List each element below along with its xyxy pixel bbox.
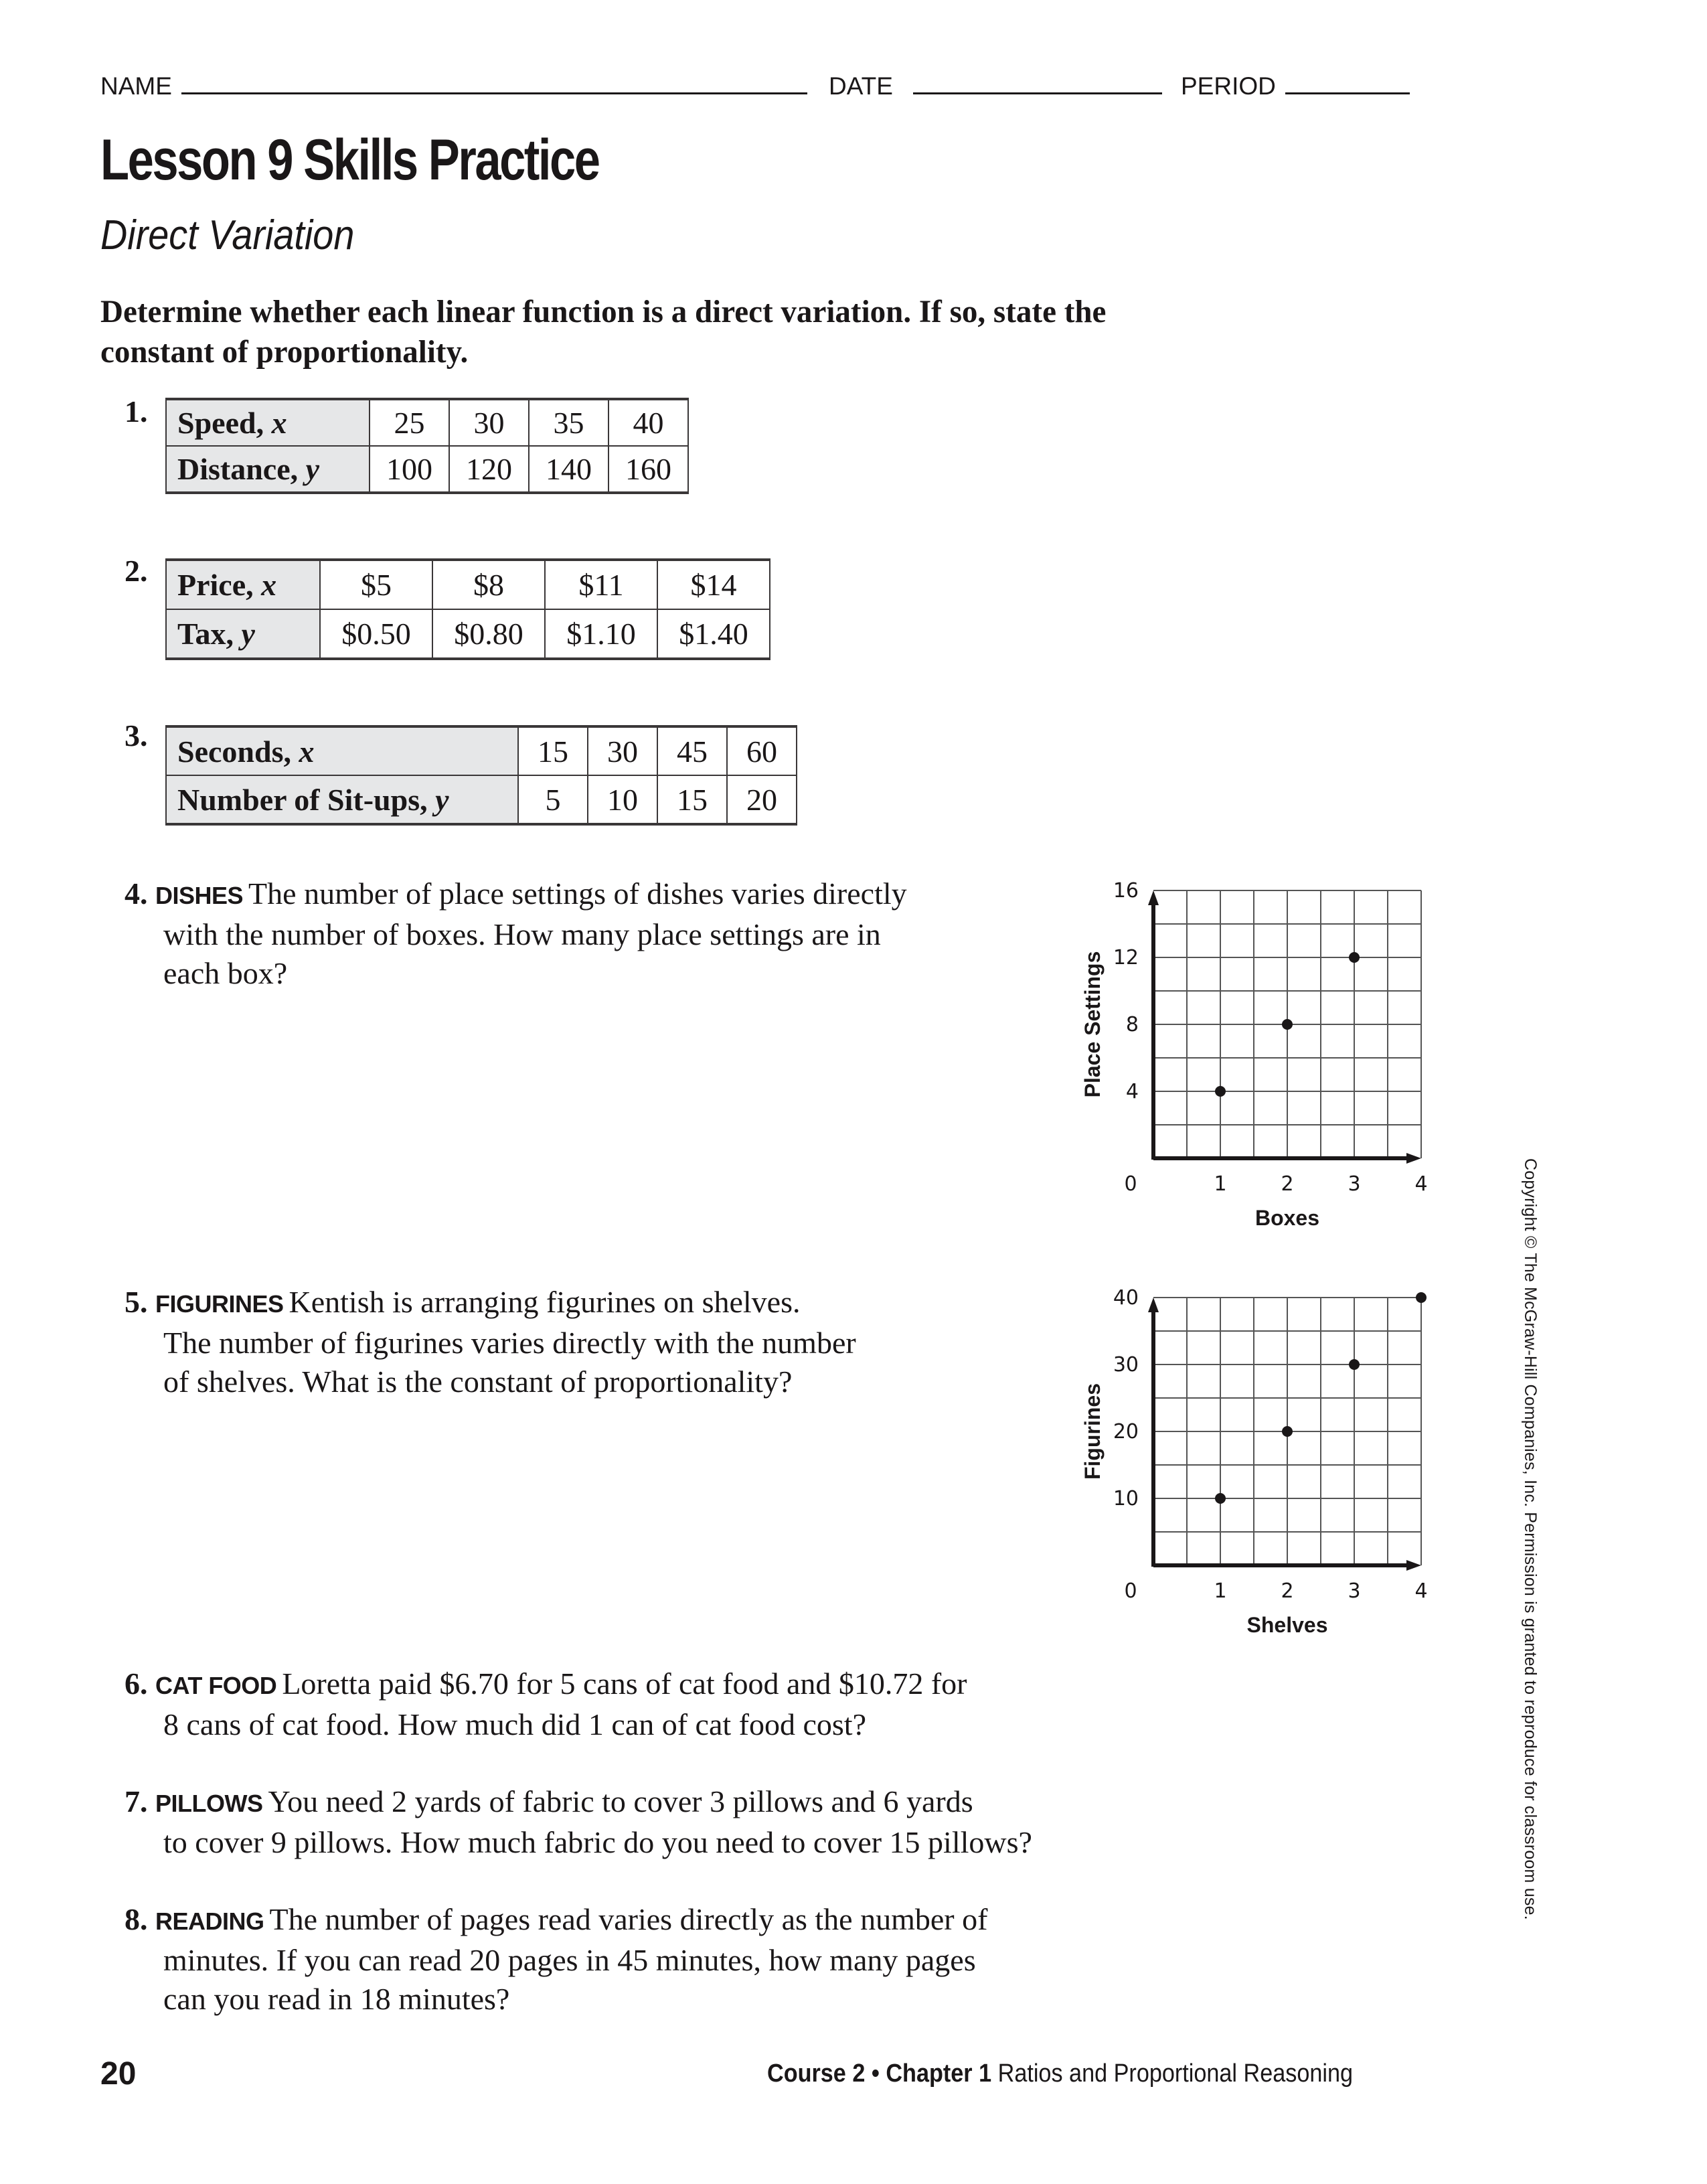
page-number: 20 — [100, 2056, 137, 2092]
row-label: Seconds, x — [166, 726, 518, 775]
question-number: 5. — [125, 1285, 148, 1319]
period-blank[interactable] — [1285, 72, 1410, 94]
question-keyword: CAT FOOD — [155, 1672, 277, 1699]
table-cell: 20 — [727, 775, 797, 824]
y-axis-label: Figurines — [1080, 1383, 1105, 1480]
x-axis-label: Boxes — [1254, 1206, 1320, 1230]
y-axis-arrow-icon — [1148, 1298, 1159, 1312]
table-cell: 25 — [370, 399, 449, 446]
y-tick-label: 30 — [1113, 1353, 1139, 1377]
name-label: NAME — [100, 72, 172, 100]
y-tick-label: 20 — [1113, 1420, 1139, 1444]
graph-dishes — [1071, 870, 1446, 1249]
question-5: 5. FIGURINES Kentish is arranging figurines on shelves. The number of figurines varies directly with the number of shelves. What is the constant of proportionality? — [125, 1285, 856, 1399]
copyright-notice: Copyright © The McGraw-Hill Companies, Inc. Permission is granted to reproduce for classroom use. — [1521, 1158, 1540, 1920]
x-axis-label: Shelves — [1246, 1613, 1328, 1637]
row-label: Number of Sit-ups, y — [166, 775, 518, 824]
question-keyword: READING — [155, 1907, 264, 1935]
table-cell: 160 — [608, 446, 688, 493]
y-tick-label: 40 — [1113, 1286, 1139, 1310]
y-tick-label: 12 — [1113, 946, 1139, 969]
data-point — [1349, 952, 1360, 963]
table-cell: $8 — [432, 560, 545, 609]
table-cell: 60 — [727, 726, 797, 775]
question-number: 4. — [125, 876, 148, 911]
data-point — [1282, 1426, 1293, 1437]
x-tick-label: 1 — [1214, 1172, 1227, 1196]
y-tick-label: 16 — [1113, 879, 1139, 903]
table-price-tax — [165, 558, 770, 660]
y-tick-label: 8 — [1125, 1013, 1139, 1036]
table-cell: 40 — [608, 399, 688, 446]
y-tick-label: 10 — [1113, 1487, 1139, 1510]
table-cell: 100 — [370, 446, 449, 493]
date-label: DATE — [829, 72, 893, 100]
table-cell: 10 — [588, 775, 657, 824]
page-subtitle: Direct Variation — [100, 212, 355, 258]
question-keyword: DISHES — [155, 882, 244, 909]
question-keyword: PILLOWS — [155, 1790, 263, 1817]
row-label: Speed, x — [166, 399, 370, 446]
x-tick-label: 2 — [1281, 1172, 1294, 1196]
footer-course-chapter — [767, 2059, 1353, 2088]
data-point — [1416, 1292, 1427, 1303]
question-number: 3. — [125, 718, 148, 753]
x-tick-label: 3 — [1348, 1172, 1361, 1196]
x-tick-label: 0 — [1124, 1579, 1137, 1603]
question-8: 8. READING The number of pages read varies directly as the number of minutes. If you can read 20 pages in 45 minutes, how many pages can you read in 18 minutes? — [125, 1902, 988, 2016]
chart-svg — [1071, 1277, 1446, 1652]
data-point — [1215, 1493, 1226, 1504]
date-blank[interactable] — [913, 72, 1162, 94]
table-cell: 120 — [449, 446, 529, 493]
table-row — [166, 609, 770, 659]
question-6: 6. CAT FOOD Loretta paid $6.70 for 5 cans of cat food and $10.72 for 8 cans of cat food. How much did 1 can of cat food cost? — [125, 1666, 967, 1741]
x-axis-arrow-icon — [1406, 1153, 1421, 1164]
x-tick-label: 0 — [1124, 1172, 1137, 1196]
x-tick-label: 3 — [1348, 1579, 1361, 1603]
table-cell: 5 — [518, 775, 588, 824]
table-row — [166, 560, 770, 609]
row-label: Tax, y — [166, 609, 320, 659]
name-blank[interactable] — [181, 72, 807, 94]
question-number: 7. — [125, 1784, 148, 1818]
data-point — [1349, 1359, 1360, 1370]
footer-chapter: Chapter 1 — [886, 2059, 992, 2088]
table-cell: 30 — [588, 726, 657, 775]
period-label: PERIOD — [1181, 72, 1276, 100]
table-speed-distance — [165, 398, 689, 494]
row-label: Distance, y — [166, 446, 370, 493]
table-cell: $0.80 — [432, 609, 545, 659]
graph-figurines — [1071, 1277, 1446, 1656]
question-4: 4. DISHES The number of place settings of dishes varies directly with the number of boxes. How many place settings are in each box? — [125, 876, 907, 990]
question-number: 1. — [125, 394, 148, 428]
x-axis-arrow-icon — [1406, 1560, 1421, 1571]
y-axis-arrow-icon — [1148, 890, 1159, 905]
footer-separator: • — [871, 2059, 880, 2088]
row-label: Price, x — [166, 560, 320, 609]
chart-svg — [1071, 870, 1446, 1245]
question-number: 6. — [125, 1666, 148, 1701]
date-field[interactable] — [829, 72, 1162, 100]
page-title: Lesson 9 Skills Practice — [100, 128, 599, 192]
x-tick-label: 4 — [1414, 1579, 1428, 1603]
table-seconds-situps — [165, 725, 797, 826]
table-row — [166, 775, 797, 824]
table-cell: 140 — [529, 446, 608, 493]
table-row — [166, 399, 688, 446]
question-number: 8. — [125, 1902, 148, 1936]
x-tick-label: 4 — [1414, 1172, 1428, 1196]
x-tick-label: 1 — [1214, 1579, 1227, 1603]
table-cell: 15 — [518, 726, 588, 775]
table-cell: $1.40 — [657, 609, 770, 659]
table-cell: 15 — [657, 775, 727, 824]
table-cell: 35 — [529, 399, 608, 446]
x-tick-label: 2 — [1281, 1579, 1294, 1603]
y-axis-label: Place Settings — [1080, 951, 1105, 1098]
table-cell: $5 — [320, 560, 432, 609]
table-cell: 45 — [657, 726, 727, 775]
data-point — [1282, 1019, 1293, 1030]
table-row — [166, 726, 797, 775]
table-cell: $1.10 — [545, 609, 657, 659]
question-7: 7. PILLOWS You need 2 yards of fabric to cover 3 pillows and 6 yards to cover 9 pillows. How much fabric do you need to cover 15 pillows? — [125, 1784, 1032, 1859]
footer-chapter-title: Ratios and Proportional Reasoning — [997, 2059, 1354, 2088]
instructions: Determine whether each linear function is a direct variation. If so, state the constant of proportionality. — [100, 294, 1107, 370]
question-number: 2. — [125, 554, 148, 588]
period-field[interactable] — [1181, 72, 1410, 100]
table-cell: 30 — [449, 399, 529, 446]
data-point — [1215, 1086, 1226, 1097]
footer-course: Course 2 — [767, 2059, 866, 2088]
y-tick-label: 4 — [1125, 1080, 1139, 1103]
table-cell: $0.50 — [320, 609, 432, 659]
table-cell: $11 — [545, 560, 657, 609]
table-cell: $14 — [657, 560, 770, 609]
table-row — [166, 446, 688, 493]
name-field[interactable] — [100, 72, 807, 100]
question-keyword: FIGURINES — [155, 1290, 284, 1318]
